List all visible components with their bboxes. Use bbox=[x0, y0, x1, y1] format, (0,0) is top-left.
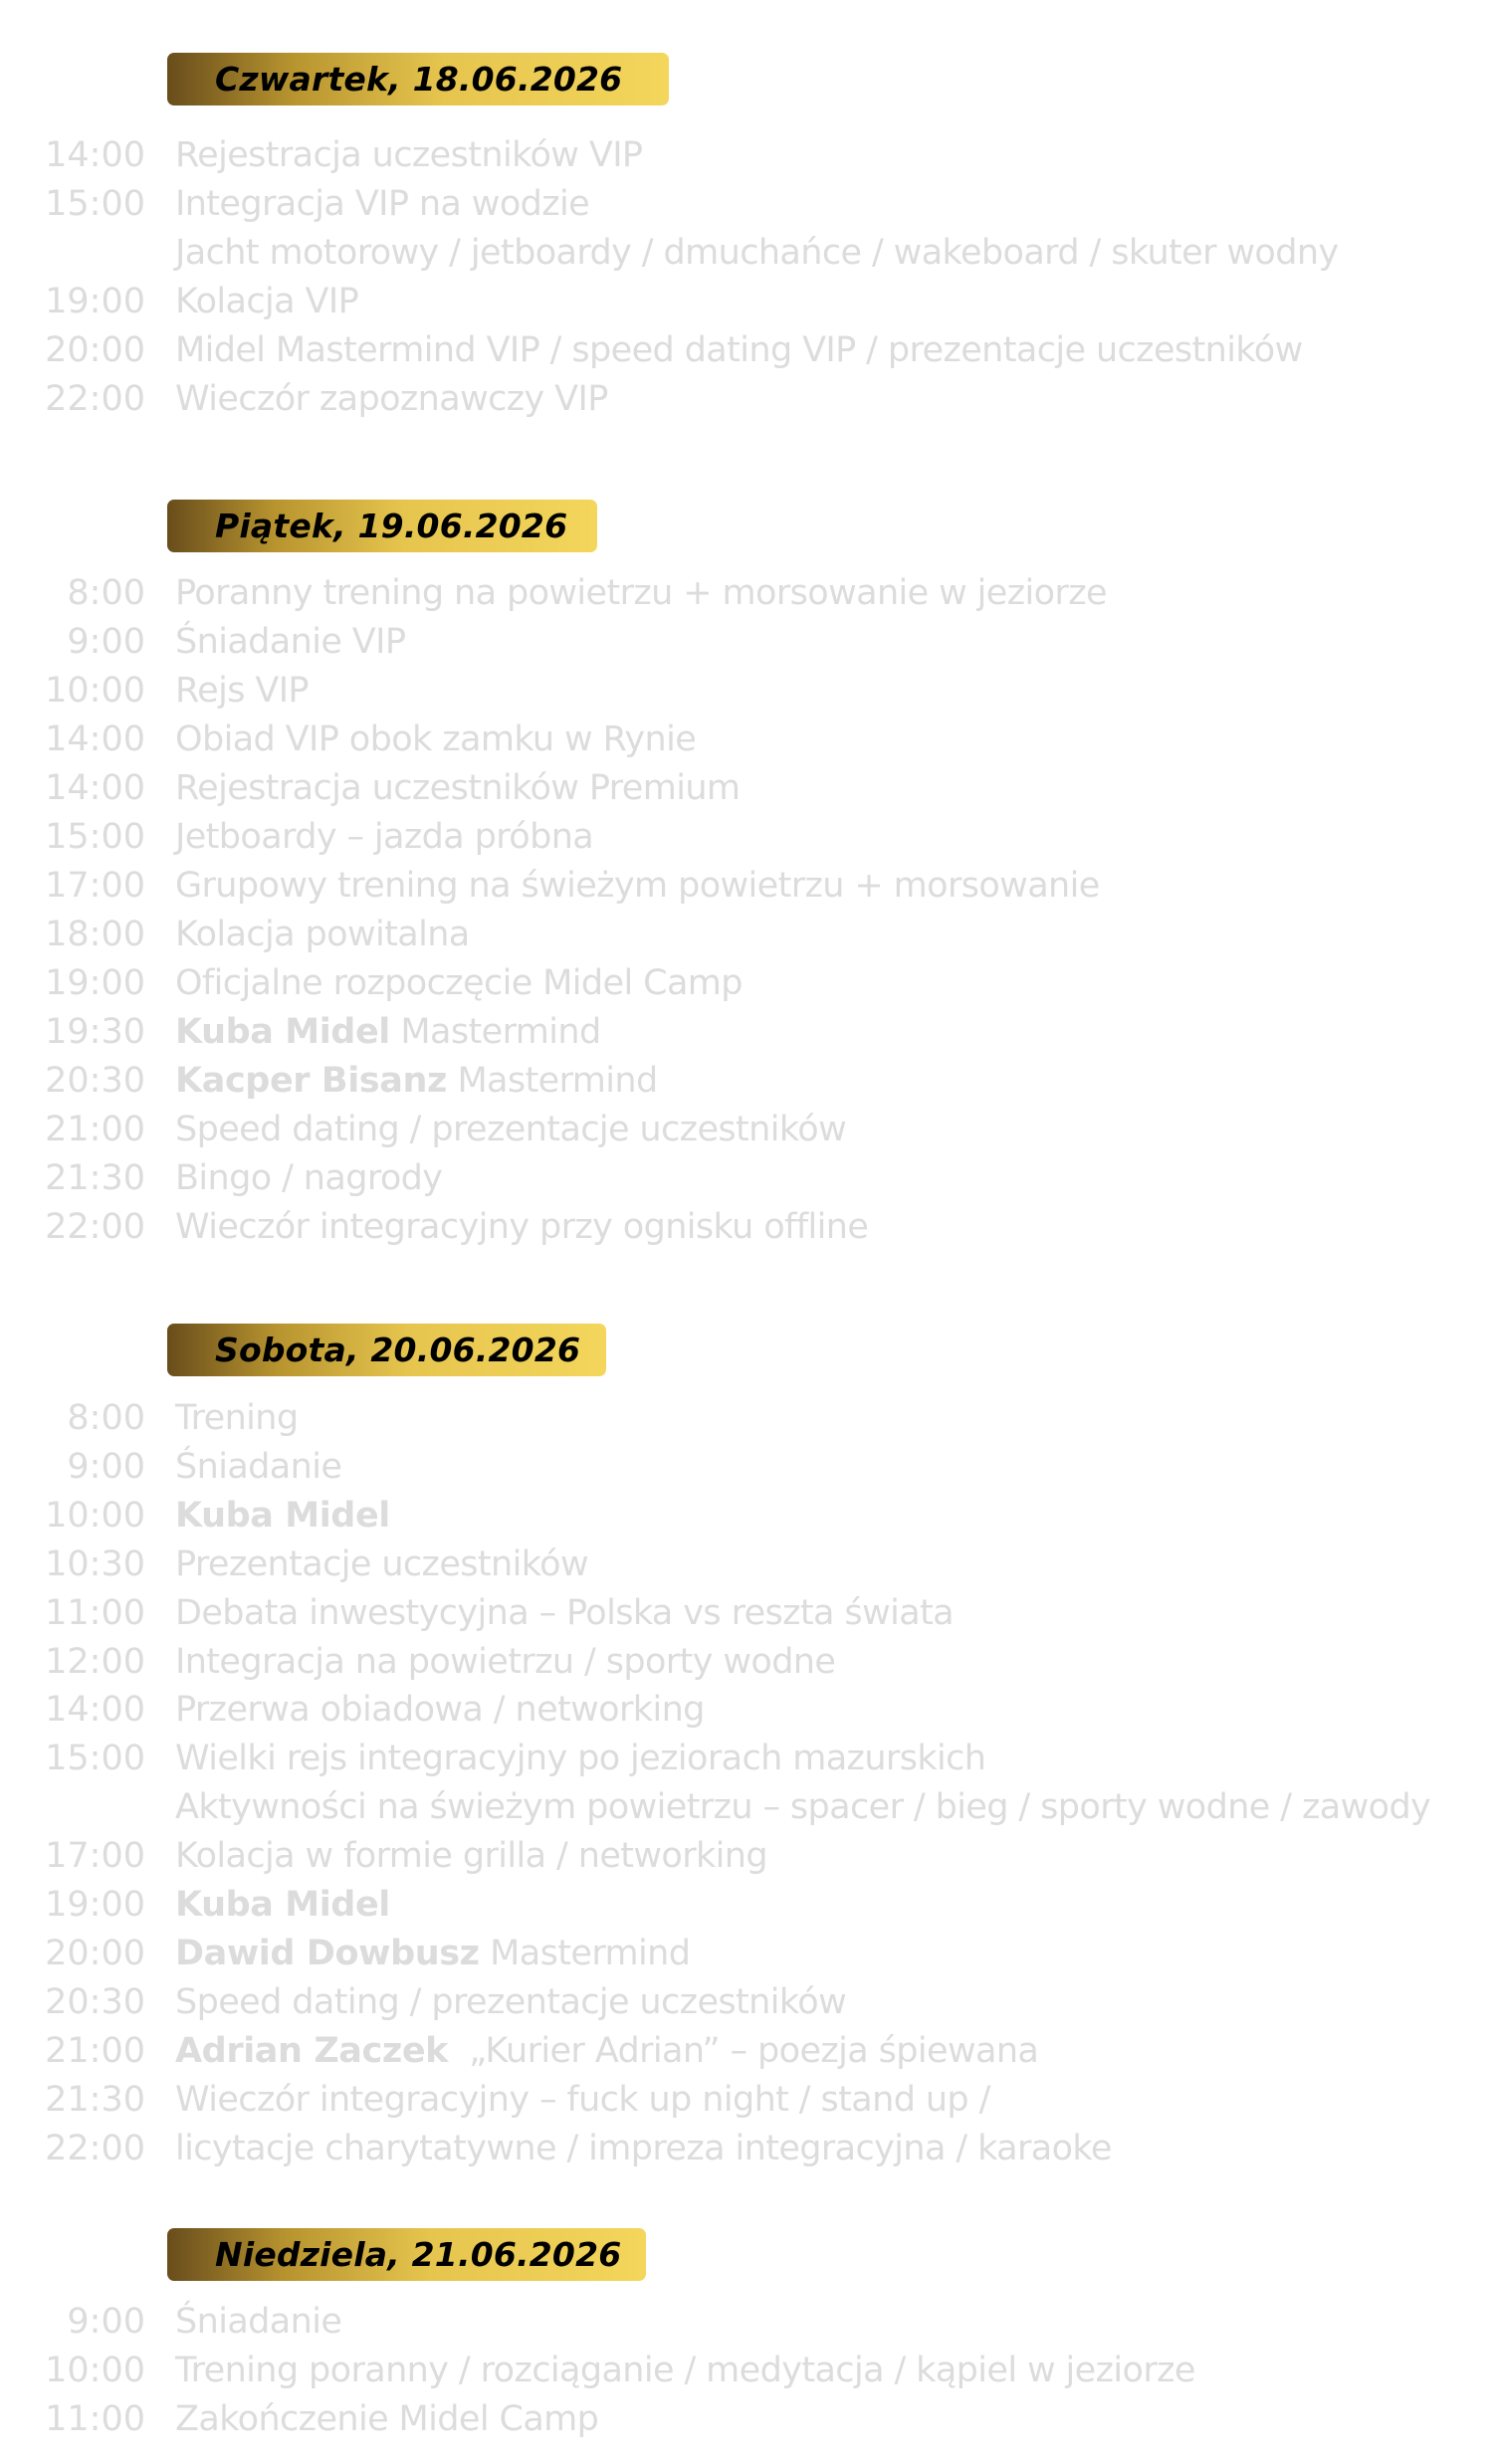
schedule-description bbox=[175, 2076, 990, 2125]
schedule-row bbox=[0, 1832, 1493, 1881]
speaker-name: Kuba Midel bbox=[175, 1495, 390, 1536]
activity-text: Śniadanie VIP bbox=[175, 622, 406, 662]
schedule-time: 14:00 bbox=[45, 768, 145, 808]
speaker-name: Kuba Midel bbox=[175, 1012, 390, 1052]
schedule-time: 11:00 bbox=[45, 1592, 145, 1633]
schedule-time: 9:00 bbox=[67, 2302, 145, 2342]
schedule-description bbox=[175, 131, 642, 180]
activity-text: Integracja na powietrzu / sporty wodne bbox=[175, 1641, 836, 1682]
activity-text: licytacje charytatywne / impreza integracyjna / karaoke bbox=[175, 2128, 1112, 2168]
activity-text: Midel Mastermind VIP / speed dating VIP / prezentacje uczestników bbox=[175, 329, 1303, 370]
activity-text: Bingo / nagrody bbox=[175, 1158, 443, 1198]
schedule-row bbox=[0, 278, 1493, 326]
schedule-row bbox=[0, 1492, 1493, 1540]
schedule-time: 19:30 bbox=[45, 1012, 145, 1052]
activity-text: Speed dating / prezentacje uczestników bbox=[175, 1981, 847, 2022]
schedule-description bbox=[175, 1057, 658, 1106]
schedule-description bbox=[175, 1686, 705, 1735]
activity-text: Jacht motorowy / jetboardy / dmuchańce / wakeboard / skuter wodny bbox=[175, 232, 1339, 273]
schedule-time: 15:00 bbox=[45, 183, 145, 224]
schedule-row bbox=[0, 131, 1493, 180]
activity-text: Trening bbox=[175, 1398, 299, 1438]
schedule-description bbox=[175, 278, 358, 326]
activity-text: Aktywności na świeżym powietrzu – spacer / bieg / sporty wodne / zawody bbox=[175, 1787, 1431, 1828]
day-header bbox=[167, 53, 669, 105]
activity-text: Mastermind bbox=[479, 1933, 691, 1973]
activity-text: Trening poranny / rozciąganie / medytacja / kąpiel w jeziorze bbox=[175, 2350, 1195, 2390]
schedule-description bbox=[175, 1203, 868, 1252]
schedule-time: 19:00 bbox=[45, 963, 145, 1003]
schedule-row bbox=[0, 229, 1493, 278]
schedule-row bbox=[0, 1783, 1493, 1832]
activity-text: Kolacja w formie grilla / networking bbox=[175, 1836, 768, 1877]
schedule-time: 14:00 bbox=[45, 1690, 145, 1731]
day-title: Czwartek, 18.06.2026 bbox=[215, 60, 623, 99]
schedule-description bbox=[175, 959, 743, 1008]
schedule-time: 22:00 bbox=[45, 2128, 145, 2168]
schedule-time: 19:00 bbox=[45, 1885, 145, 1925]
schedule-time: 20:30 bbox=[45, 1061, 145, 1101]
schedule-time: 22:00 bbox=[45, 1207, 145, 1247]
activity-text: Prezentacje uczestników bbox=[175, 1543, 588, 1584]
schedule-row bbox=[0, 2298, 1493, 2347]
schedule-row bbox=[0, 180, 1493, 229]
schedule-description bbox=[175, 1589, 954, 1638]
schedule-time: 19:00 bbox=[45, 281, 145, 321]
schedule-row bbox=[0, 1057, 1493, 1106]
activity-text: Wieczór zapoznawczy VIP bbox=[175, 378, 608, 419]
day-title: Niedziela, 21.06.2026 bbox=[215, 2235, 622, 2274]
activity-text: Rejs VIP bbox=[175, 671, 309, 711]
schedule-row bbox=[0, 1154, 1493, 1203]
schedule-description bbox=[175, 911, 470, 959]
schedule-time: 17:00 bbox=[45, 1836, 145, 1877]
activity-text: Wieczór integracyjny – fuck up night / stand up / bbox=[175, 2079, 990, 2120]
activity-text: Jetboardy – jazda próbna bbox=[175, 817, 594, 857]
schedule-description bbox=[175, 1008, 601, 1057]
schedule-description bbox=[175, 1735, 985, 1783]
schedule-description bbox=[175, 764, 740, 813]
schedule-time: 8:00 bbox=[67, 1398, 145, 1438]
schedule-row bbox=[0, 2027, 1493, 2076]
schedule-time: 20:30 bbox=[45, 1981, 145, 2022]
schedule-row bbox=[0, 1589, 1493, 1638]
activity-text: Rejestracja uczestników Premium bbox=[175, 768, 741, 808]
schedule-description bbox=[175, 1832, 767, 1881]
schedule-description bbox=[175, 1930, 690, 1978]
schedule-description bbox=[175, 1638, 835, 1687]
schedule-row bbox=[0, 1735, 1493, 1783]
schedule-row bbox=[0, 1638, 1493, 1687]
activity-text: Obiad VIP obok zamku w Rynie bbox=[175, 719, 697, 759]
schedule-description bbox=[175, 1492, 390, 1540]
schedule-time: 20:00 bbox=[45, 1933, 145, 1973]
schedule-row bbox=[0, 326, 1493, 375]
schedule-description bbox=[175, 716, 696, 764]
schedule-row bbox=[0, 764, 1493, 813]
schedule-description bbox=[175, 2395, 598, 2444]
schedule-time: 15:00 bbox=[45, 1739, 145, 1779]
schedule-time: 11:00 bbox=[45, 2398, 145, 2439]
schedule-row bbox=[0, 862, 1493, 911]
schedule-description bbox=[175, 1106, 846, 1154]
activity-text: Kolacja VIP bbox=[175, 281, 359, 321]
schedule-row bbox=[0, 2395, 1493, 2444]
schedule-row bbox=[0, 1008, 1493, 1057]
activity-text: Wieczór integracyjny przy ognisku offline bbox=[175, 1207, 869, 1247]
schedule-time: 15:00 bbox=[45, 817, 145, 857]
schedule-row bbox=[0, 375, 1493, 424]
schedule-time: 9:00 bbox=[67, 1446, 145, 1487]
speaker-name: Kuba Midel bbox=[175, 1885, 390, 1925]
activity-text: Zakończenie Midel Camp bbox=[175, 2398, 599, 2439]
schedule-row bbox=[0, 2125, 1493, 2173]
schedule-description bbox=[175, 1978, 846, 2027]
schedule-description bbox=[175, 667, 309, 716]
schedule-description bbox=[175, 2298, 341, 2347]
schedule-description bbox=[175, 1881, 390, 1930]
schedule-row bbox=[0, 569, 1493, 618]
schedule-description bbox=[175, 2347, 1195, 2395]
schedule-time: 12:00 bbox=[45, 1641, 145, 1682]
schedule-time: 22:00 bbox=[45, 378, 145, 419]
activity-text: Śniadanie bbox=[175, 2302, 342, 2342]
activity-text: Speed dating / prezentacje uczestników bbox=[175, 1110, 847, 1149]
schedule-description bbox=[175, 1443, 341, 1492]
activity-text: Debata inwestycyjna – Polska vs reszta świata bbox=[175, 1592, 955, 1633]
schedule-time: 10:00 bbox=[45, 1495, 145, 1536]
schedule-row bbox=[0, 911, 1493, 959]
schedule-row bbox=[0, 618, 1493, 667]
schedule-time: 9:00 bbox=[67, 622, 145, 662]
schedule-row bbox=[0, 1686, 1493, 1735]
schedule-time: 17:00 bbox=[45, 866, 145, 906]
speaker-name: Adrian Zaczek bbox=[175, 2030, 449, 2071]
schedule-description bbox=[175, 569, 1107, 618]
schedule-description bbox=[175, 375, 608, 424]
activity-text: Oficjalne rozpoczęcie Midel Camp bbox=[175, 963, 743, 1003]
schedule-description bbox=[175, 1540, 588, 1589]
day-title: Piątek, 19.06.2026 bbox=[215, 507, 568, 545]
schedule-row bbox=[0, 1443, 1493, 1492]
schedule-description bbox=[175, 180, 589, 229]
schedule-description bbox=[175, 813, 593, 862]
schedule-description bbox=[175, 229, 1339, 278]
schedule-time: 10:00 bbox=[45, 2350, 145, 2390]
schedule-row bbox=[0, 959, 1493, 1008]
schedule-row bbox=[0, 716, 1493, 764]
schedule-row bbox=[0, 667, 1493, 716]
schedule-description bbox=[175, 618, 405, 667]
activity-text: Mastermind bbox=[446, 1061, 658, 1101]
schedule-description bbox=[175, 1154, 442, 1203]
schedule-description bbox=[175, 1783, 1430, 1832]
schedule-description bbox=[175, 2027, 1038, 2076]
schedule-row bbox=[0, 1106, 1493, 1154]
speaker-name: Kacper Bisanz bbox=[175, 1061, 447, 1101]
schedule-row bbox=[0, 2347, 1493, 2395]
schedule-time: 21:30 bbox=[45, 2079, 145, 2120]
activity-text: Rejestracja uczestników VIP bbox=[175, 135, 643, 175]
day-header bbox=[167, 1324, 606, 1376]
schedule-row bbox=[0, 1978, 1493, 2027]
schedule-row bbox=[0, 1394, 1493, 1443]
schedule-row bbox=[0, 813, 1493, 862]
schedule-row bbox=[0, 1540, 1493, 1589]
day-title: Sobota, 20.06.2026 bbox=[215, 1331, 581, 1369]
activity-text: Grupowy trening na świeżym powietrzu + morsowanie bbox=[175, 866, 1100, 906]
schedule-time: 10:00 bbox=[45, 671, 145, 711]
activity-text: Poranny trening na powietrzu + morsowanie w jeziorze bbox=[175, 573, 1107, 613]
day-header bbox=[167, 2228, 646, 2281]
schedule-time: 21:00 bbox=[45, 2030, 145, 2071]
schedule-row bbox=[0, 1203, 1493, 1252]
activity-text: Integracja VIP na wodzie bbox=[175, 183, 590, 224]
schedule-time: 14:00 bbox=[45, 719, 145, 759]
activity-text: Wielki rejs integracyjny po jeziorach mazurskich bbox=[175, 1739, 986, 1779]
schedule-time: 21:00 bbox=[45, 1110, 145, 1149]
schedule-time: 8:00 bbox=[67, 573, 145, 613]
schedule-row bbox=[0, 2076, 1493, 2125]
activity-text: Śniadanie bbox=[175, 1446, 342, 1487]
schedule-description bbox=[175, 1394, 299, 1443]
schedule-description bbox=[175, 326, 1303, 375]
schedule-time: 18:00 bbox=[45, 915, 145, 954]
speaker-name: Dawid Dowbusz bbox=[175, 1933, 480, 1973]
activity-text: Mastermind bbox=[389, 1012, 601, 1052]
schedule-description bbox=[175, 2125, 1112, 2173]
schedule-time: 21:30 bbox=[45, 1158, 145, 1198]
schedule-description bbox=[175, 862, 1100, 911]
activity-text: „Kurier Adrian” – poezja śpiewana bbox=[448, 2030, 1039, 2071]
schedule-time: 20:00 bbox=[45, 329, 145, 370]
schedule-time: 14:00 bbox=[45, 135, 145, 175]
schedule-row bbox=[0, 1930, 1493, 1978]
activity-text: Przerwa obiadowa / networking bbox=[175, 1690, 705, 1731]
day-header bbox=[167, 500, 597, 552]
schedule-row bbox=[0, 1881, 1493, 1930]
activity-text: Kolacja powitalna bbox=[175, 915, 470, 954]
schedule-time: 10:30 bbox=[45, 1543, 145, 1584]
